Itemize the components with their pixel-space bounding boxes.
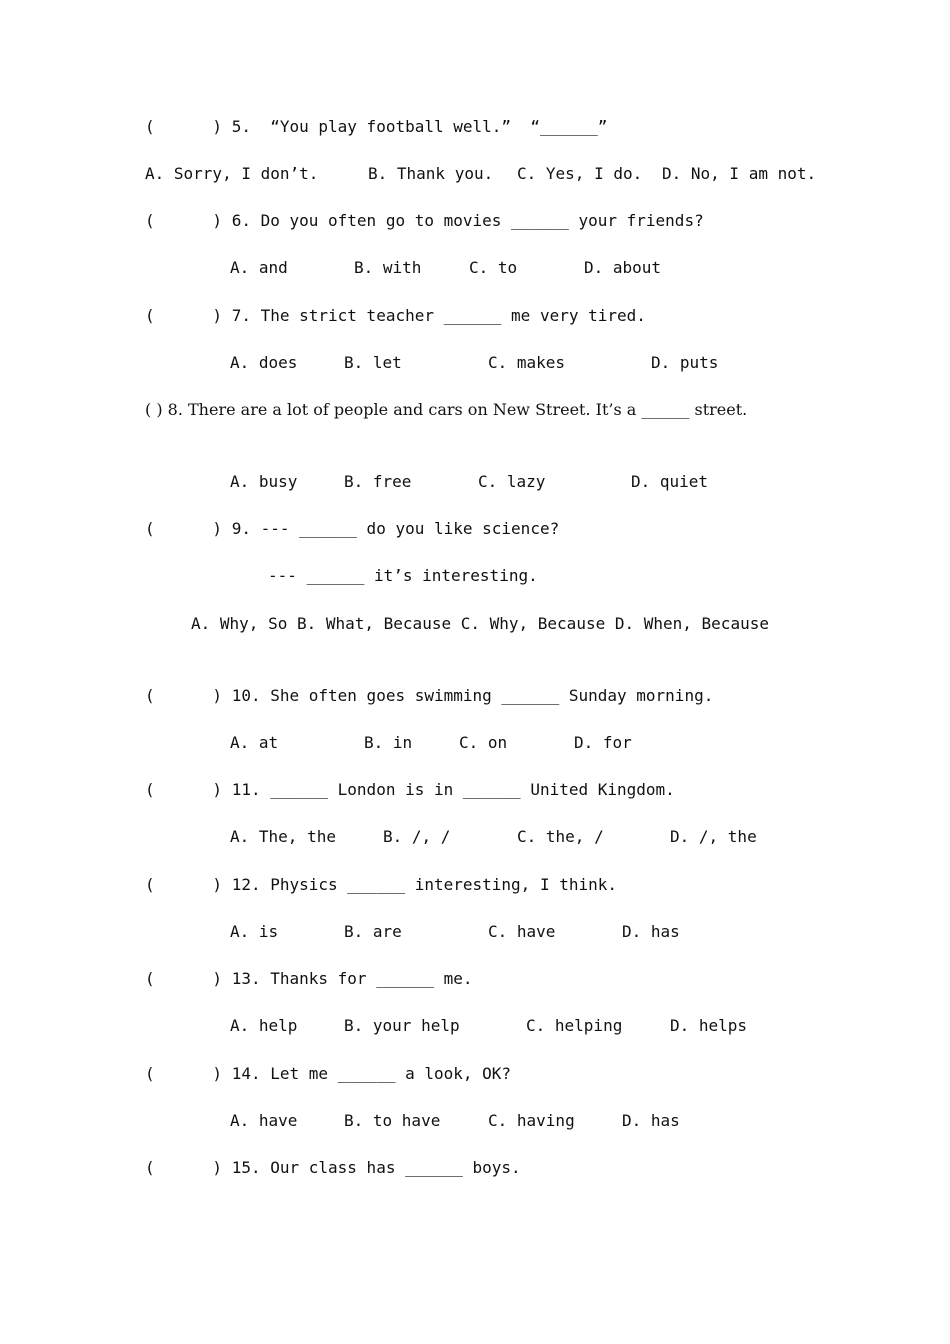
question-11-options <box>230 827 770 847</box>
option-b: B. to have <box>344 1111 441 1130</box>
question-9-stem: ( ) 9. --- ______ do you like science? <box>145 519 560 538</box>
option-d: D. about <box>584 258 662 277</box>
option-a: A. does <box>230 353 298 372</box>
question-15-stem: ( ) 15. Our class has ______ boys. <box>145 1158 521 1177</box>
option-a: A. help <box>230 1016 298 1035</box>
question-7-stem: ( ) 7. The strict teacher ______ me very tired. <box>145 306 646 325</box>
question-12-options <box>230 922 730 942</box>
option-b: B. with <box>354 258 422 277</box>
option-a: A. and <box>230 258 288 277</box>
question-6-options <box>230 258 730 278</box>
question-7-options <box>230 353 750 373</box>
question-9-reply: --- ______ it’s interesting. <box>268 566 538 585</box>
option-d: D. has <box>622 1111 680 1130</box>
option-a: A. The, the <box>230 827 336 846</box>
option-b: B. Thank you. <box>368 164 494 183</box>
option-b: B. free <box>344 472 412 491</box>
option-b: B. /, / <box>383 827 451 846</box>
question-8-options <box>230 472 730 492</box>
question-13-options <box>230 1016 770 1036</box>
option-c: C. helping <box>526 1016 623 1035</box>
option-c: C. Yes, I do. <box>517 164 643 183</box>
option-b: B. are <box>344 922 402 941</box>
option-d: D. helps <box>670 1016 748 1035</box>
question-10-stem: ( ) 10. She often goes swimming ______ Sunday morning. <box>145 686 714 705</box>
option-d: D. quiet <box>631 472 709 491</box>
question-5-stem: ( ) 5. “You play football well.” “______” <box>145 117 608 136</box>
option-c: C. the, / <box>517 827 604 846</box>
question-14-options <box>230 1111 730 1131</box>
option-d: D. puts <box>651 353 719 372</box>
question-9-options: A. Why, So B. What, Because C. Why, Because D. When, Because <box>191 614 769 633</box>
question-14-stem: ( ) 14. Let me ______ a look, OK? <box>145 1064 512 1083</box>
option-d: D. has <box>622 922 680 941</box>
option-a: A. is <box>230 922 279 941</box>
option-c: C. having <box>488 1111 575 1130</box>
question-12-stem: ( ) 12. Physics ______ interesting, I think. <box>145 875 618 894</box>
option-c: C. on <box>459 733 508 752</box>
question-5-options <box>145 164 815 184</box>
option-c: C. to <box>469 258 518 277</box>
option-b: B. your help <box>344 1016 460 1035</box>
option-a: A. Sorry, I don’t. <box>145 164 319 183</box>
option-b: B. in <box>364 733 413 752</box>
option-a: A. at <box>230 733 279 752</box>
option-c: C. makes <box>488 353 566 372</box>
option-c: C. lazy <box>478 472 546 491</box>
option-a: A. have <box>230 1111 298 1130</box>
option-d: D. No, I am not. <box>662 164 817 183</box>
option-a: A. busy <box>230 472 298 491</box>
option-c: C. have <box>488 922 556 941</box>
option-b: B. let <box>344 353 402 372</box>
question-8-stem: ( ) 8. There are a lot of people and cars on New Street. It’s a ______ street. <box>145 400 748 419</box>
question-11-stem: ( ) 11. ______ London is in ______ United Kingdom. <box>145 780 675 799</box>
question-6-stem: ( ) 6. Do you often go to movies ______ your friends? <box>145 211 704 230</box>
option-d: D. for <box>574 733 632 752</box>
option-d: D. /, the <box>670 827 757 846</box>
question-13-stem: ( ) 13. Thanks for ______ me. <box>145 969 473 988</box>
question-10-options <box>230 733 730 753</box>
